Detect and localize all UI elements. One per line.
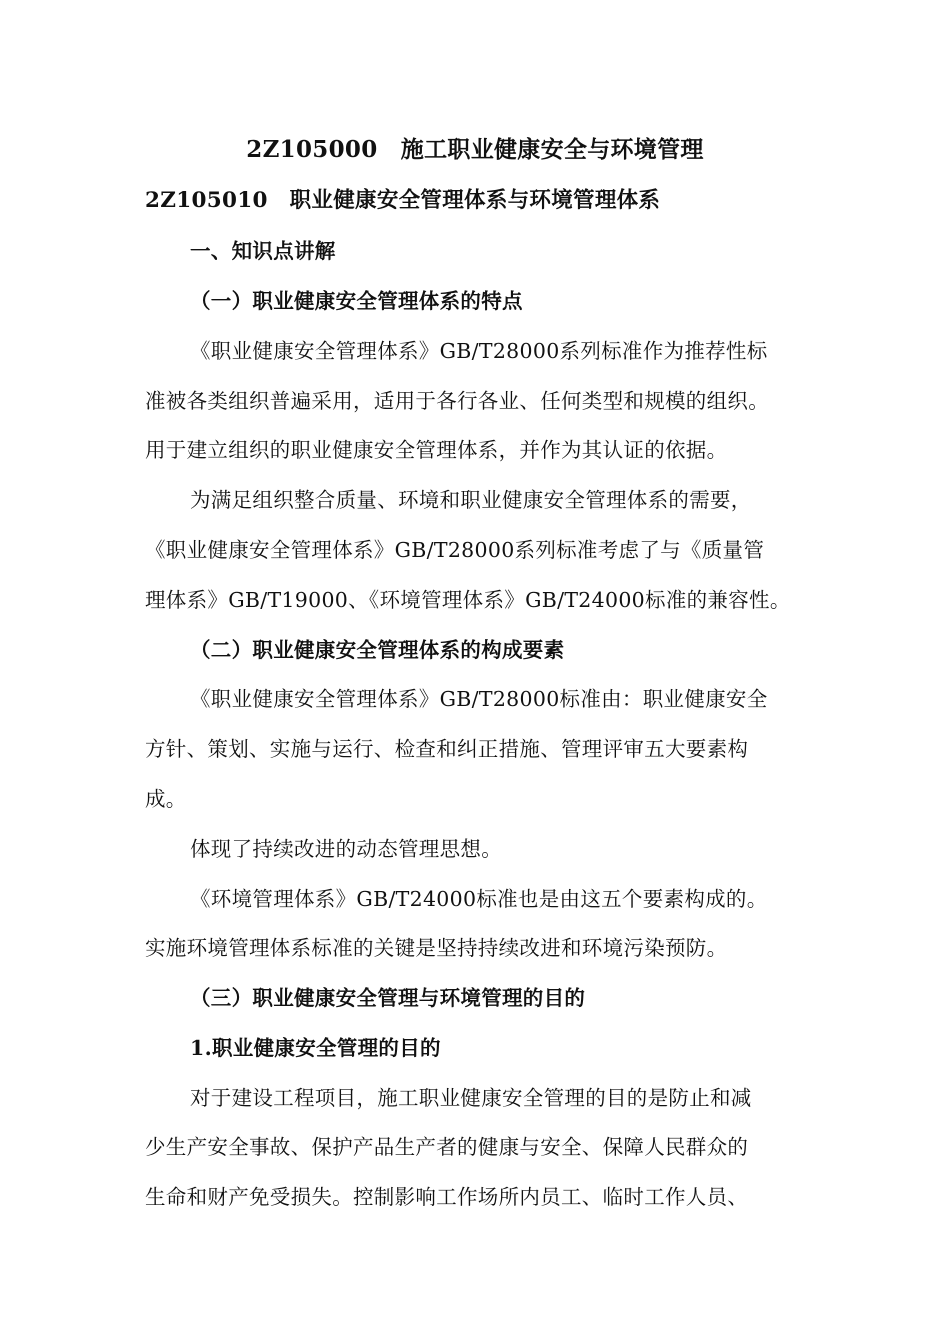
- paragraph-line: 《职业健康安全管理体系》GB/T28000系列标准考虑了与《质量管: [145, 538, 765, 562]
- document-title: 2Z105000 施工职业健康安全与环境管理: [246, 136, 704, 163]
- subheading-ohs-purpose: 1.职业健康安全管理的目的: [190, 1036, 441, 1060]
- paragraph-line: 成。: [145, 787, 187, 811]
- part-heading-knowledge-points: 一、知识点讲解: [190, 239, 336, 263]
- paragraph-line: 方针、策划、实施与运行、检查和纠正措施、管理评审五大要素构: [145, 737, 749, 761]
- paragraph-line: 《职业健康安全管理体系》GB/T28000系列标准作为推荐性标: [190, 339, 768, 363]
- paragraph-line: 《职业健康安全管理体系》GB/T28000标准由：职业健康安全: [190, 687, 768, 711]
- subheading-purpose: （三）职业健康安全管理与环境管理的目的: [190, 986, 586, 1010]
- section-heading: 2Z105010 职业健康安全管理体系与环境管理体系: [145, 188, 661, 213]
- paragraph-line: 理体系》GB/T19000、《环境管理体系》GB/T24000标准的兼容性。: [145, 588, 791, 612]
- paragraph-line: 实施环境管理体系标准的关键是坚持持续改进和环境污染预防。: [145, 936, 728, 960]
- subheading-characteristics: （一）职业健康安全管理体系的特点: [190, 289, 523, 313]
- paragraph-line: 《环境管理体系》GB/T24000标准也是由这五个要素构成的。: [190, 887, 768, 911]
- paragraph-line: 对于建设工程项目，施工职业健康安全管理的目的是防止和减: [190, 1086, 752, 1110]
- paragraph-line: 为满足组织整合质量、环境和职业健康安全管理体系的需要，: [190, 488, 752, 512]
- paragraph-line: 少生产安全事故、保护产品生产者的健康与安全、保障人民群众的: [145, 1135, 749, 1159]
- paragraph-line: 用于建立组织的职业健康安全管理体系，并作为其认证的依据。: [145, 438, 728, 462]
- paragraph-line: 准被各类组织普遍采用，适用于各行各业、任何类型和规模的组织。: [145, 389, 769, 413]
- paragraph-line: 体现了持续改进的动态管理思想。: [190, 837, 502, 861]
- subheading-elements: （二）职业健康安全管理体系的构成要素: [190, 638, 565, 662]
- paragraph-line: 生命和财产免受损失。控制影响工作场所内员工、临时工作人员、: [145, 1185, 749, 1209]
